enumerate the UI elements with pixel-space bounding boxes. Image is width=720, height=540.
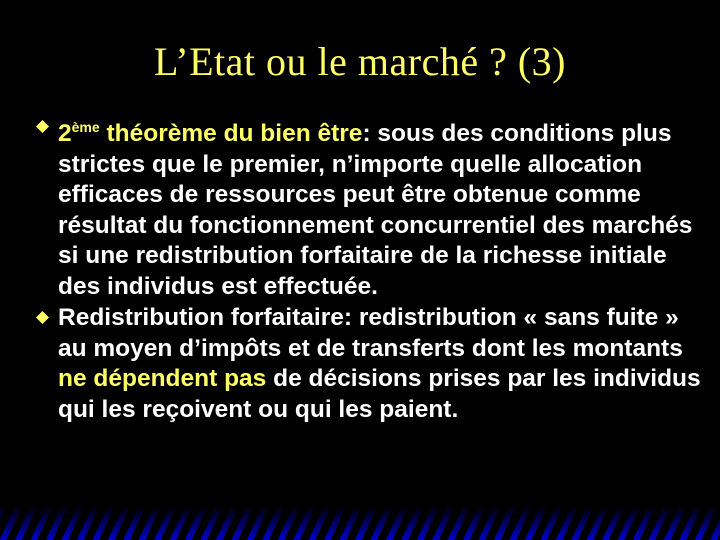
- slide-content: [36, 112, 712, 425]
- bullet-item-2: [36, 303, 712, 425]
- bullet-1-superscript: ème: [71, 119, 100, 135]
- bullet-2-text-after: de décisions prises par les individus qui les reçoivent ou qui les paient.: [58, 365, 701, 423]
- diamond-bullet-icon: [36, 311, 49, 324]
- slide-title: L’Etat ou le marché ? (3): [154, 39, 566, 84]
- bullet-1-text: : sous des conditions plus strictes que le premier, n’importe quelle allocation efficaces de ressources peut être obtenue comme résultat du fonctionnement concurrentiel des marchés si une redistribution forfaitaire de la richesse initiale des individus est effectuée.: [58, 120, 693, 300]
- bullet-item-1: [36, 112, 712, 302]
- bullet-1-highlight: théorème du bien être: [99, 120, 363, 147]
- bullet-1-number: 2: [58, 120, 72, 147]
- diamond-bullet-icon: [36, 120, 49, 133]
- decorative-stripe-band: [0, 506, 720, 540]
- bullet-2-highlight: ne dépendent pas: [58, 365, 267, 392]
- bullet-2-text-before: Redistribution forfaitaire: redistribution « sans fuite » au moyen d’impôts et de transferts dont les montants: [58, 304, 683, 362]
